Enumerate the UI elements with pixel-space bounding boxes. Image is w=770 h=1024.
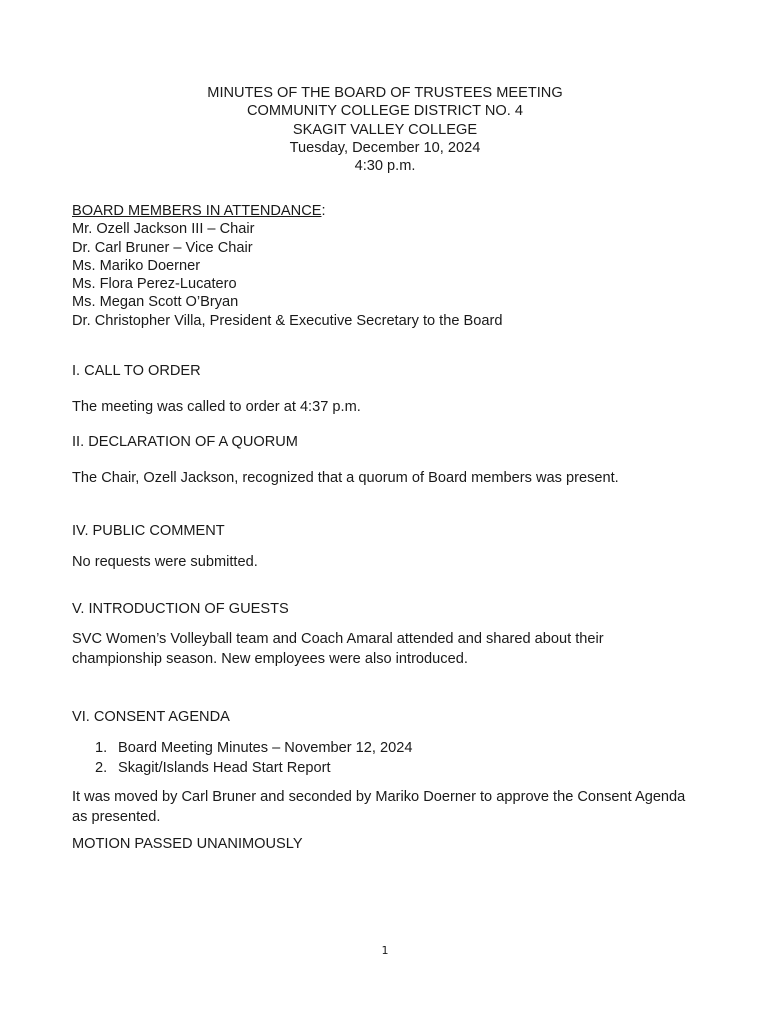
header-time: 4:30 p.m. bbox=[354, 158, 416, 175]
list-item bbox=[95, 738, 412, 758]
attendance-member: Ms. Megan Scott O’Bryan bbox=[72, 294, 239, 311]
list-item-number: 1. bbox=[95, 740, 108, 756]
attendance-member: Mr. Ozell Jackson III – Chair bbox=[72, 221, 255, 238]
list-item-number: 2. bbox=[95, 760, 108, 776]
header-district: COMMUNITY COLLEGE DISTRICT NO. 4 bbox=[247, 103, 523, 120]
section-body-quorum: The Chair, Ozell Jackson, recognized that a quorum of Board members was present. bbox=[72, 470, 619, 486]
consent-agenda-motion: It was moved by Carl Bruner and seconded by Mariko Doerner to approve the Consent Agenda as presented. bbox=[72, 789, 686, 825]
header-title: MINUTES OF THE BOARD OF TRUSTEES MEETING bbox=[207, 85, 563, 101]
header-college: SKAGIT VALLEY COLLEGE bbox=[292, 121, 478, 138]
section-heading-public-comment: IV. PUBLIC COMMENT bbox=[72, 523, 225, 539]
section-body-guests: SVC Women’s Volleyball team and Coach Amaral attended and shared about their championship season. New employees were also introduced. bbox=[72, 631, 604, 667]
attendance-member: Dr. Carl Bruner – Vice Chair bbox=[72, 239, 253, 256]
section-heading-guests: V. INTRODUCTION OF GUESTS bbox=[72, 601, 289, 617]
consent-agenda-list bbox=[95, 738, 412, 778]
list-item-text: Board Meeting Minutes – November 12, 2024 bbox=[118, 740, 413, 756]
document-header bbox=[0, 84, 770, 175]
consent-agenda-result: MOTION PASSED UNANIMOUSLY bbox=[72, 836, 303, 852]
attendance-colon: : bbox=[321, 203, 326, 219]
attendance-section bbox=[72, 202, 502, 330]
attendance-member: Ms. Flora Perez-Lucatero bbox=[72, 276, 237, 293]
attendance-label: BOARD MEMBERS IN ATTENDANCE bbox=[72, 203, 322, 219]
attendance-member: Ms. Mariko Doerner bbox=[72, 257, 201, 274]
list-item-text: Skagit/Islands Head Start Report bbox=[118, 760, 331, 776]
section-body-call-to-order: The meeting was called to order at 4:37 p.m. bbox=[72, 399, 361, 415]
attendance-member: Dr. Christopher Villa, President & Executive Secretary to the Board bbox=[72, 312, 503, 329]
header-date: Tuesday, December 10, 2024 bbox=[289, 139, 481, 156]
section-heading-consent-agenda: VI. CONSENT AGENDA bbox=[72, 709, 230, 725]
section-body-public-comment: No requests were submitted. bbox=[72, 554, 258, 570]
section-heading-call-to-order: I. CALL TO ORDER bbox=[72, 363, 201, 379]
section-heading-quorum: II. DECLARATION OF A QUORUM bbox=[72, 434, 298, 450]
page-number: 1 bbox=[381, 944, 389, 957]
attendance-heading bbox=[72, 202, 502, 220]
list-item bbox=[95, 758, 412, 778]
